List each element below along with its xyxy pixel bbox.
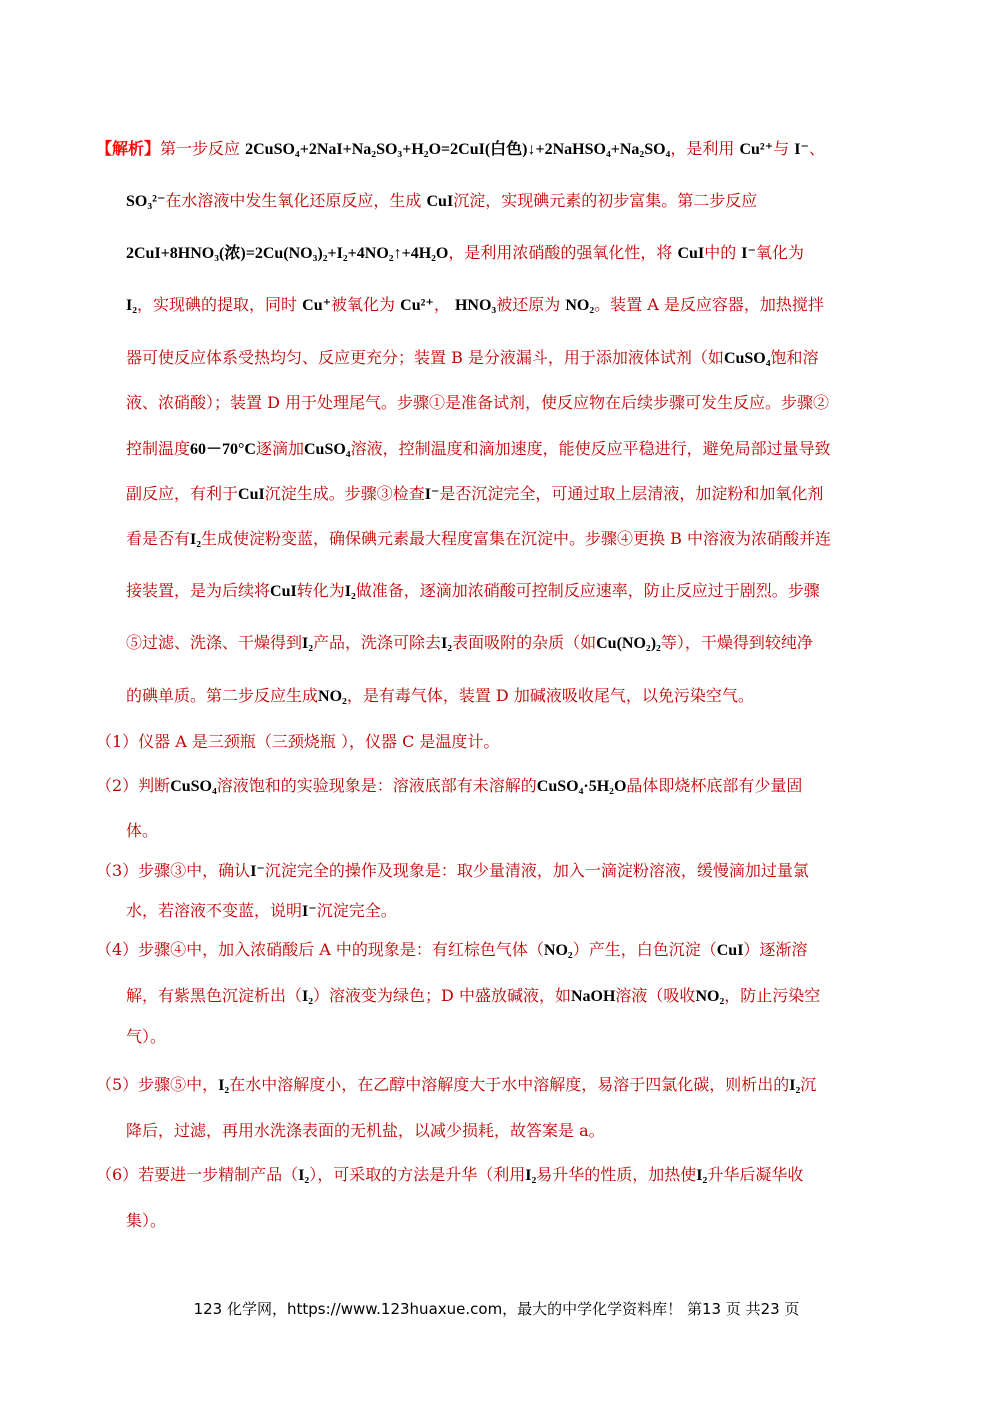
text: （5）步骤⑤中， — [96, 1075, 219, 1094]
answer-4 — [96, 937, 807, 960]
formula-cuso4-5h2o: CuSO₄·5H₂O — [536, 778, 627, 795]
answer-5 — [96, 1072, 816, 1095]
formula-i2: I₂ — [302, 635, 314, 652]
formula-cuso4: CuSO₄ — [304, 441, 351, 458]
answer-3-cont — [126, 898, 397, 921]
analysis-line-5 — [126, 345, 819, 368]
text: （1）仪器 A 是三颈瓶（三颈烧瓶 ），仪器 C 是温度计。 — [96, 732, 500, 751]
text: 中的 — [704, 243, 737, 262]
text: 沉淀完全。 — [316, 901, 397, 920]
temperature: 60－70°C — [190, 441, 256, 458]
text: 、 — [808, 139, 825, 158]
text: 在水中溶解度小，在乙醇中溶解度大于水中溶解度，易溶于四氯化碳，则析出的 — [229, 1075, 790, 1094]
text: （4）步骤④中，加入浓硝酸后 A 中的现象是：有红棕色气体（ — [96, 940, 544, 959]
formula-naoh: NaOH — [570, 988, 616, 1005]
text: 生成使淀粉变蓝，确保碘元素最大程度富集在沉淀中。步骤④更换 B 中溶液为浓硝酸并连 — [201, 529, 831, 548]
formula-iminus: I⁻ — [741, 245, 756, 262]
text: 液、浓硝酸）；装置 D 用于处理尾气。步骤①是准备试剂，使反应物在后续步骤可发生反应。步骤② — [126, 393, 830, 412]
equation-2: 2CuI+8HNO₃(浓)=2Cu(NO₃)₂+I₂+4NO₂↑+4H₂O — [126, 245, 449, 262]
text: ）产生，白色沉淀（ — [572, 940, 717, 959]
formula-i2: I₂ — [344, 583, 356, 600]
text: 副反应，有利于 — [126, 484, 239, 503]
formula-i2: I₂ — [696, 1167, 708, 1184]
formula-cuso4: CuSO₄ — [170, 778, 217, 795]
analysis-line-3 — [126, 240, 804, 263]
text: 溶液（吸收 — [615, 986, 696, 1005]
formula-i2: I₂ — [298, 1167, 310, 1184]
analysis-line-8 — [126, 481, 823, 504]
text: 。装置 A 是反应容器，加热搅拌 — [594, 295, 824, 314]
formula-i2: I₂ — [126, 297, 138, 314]
answer-6 — [96, 1162, 803, 1185]
answer-2-cont — [126, 818, 158, 841]
formula-cui: CuI — [677, 245, 705, 262]
formula-iminus: I⁻ — [302, 903, 317, 920]
formula-cu2: Cu²⁺ — [400, 297, 434, 314]
text: 逐滴加 — [255, 439, 304, 458]
text: 气）。 — [126, 1027, 167, 1046]
text: （2）判断 — [96, 776, 171, 795]
text: 产品，洗涤可除去 — [313, 633, 442, 652]
text: 的碘单质。第二步反应生成 — [126, 686, 319, 705]
text: 被氧化为 — [331, 295, 396, 314]
text: 沉淀，实现碘元素的初步富集。第二步反应 — [453, 191, 758, 210]
text: ，是利用 — [670, 139, 735, 158]
formula-i2: I₂ — [218, 1077, 230, 1094]
text: ）溶液变为绿色；D 中盛放碱液，如 — [313, 986, 571, 1005]
formula-cuno2: Cu(NO₂)₂ — [596, 635, 661, 652]
formula-i2: I₂ — [302, 988, 314, 1005]
text: 与 — [773, 139, 790, 158]
equation-1: 2CuSO₄+2NaI+Na₂SO₃+H₂O=2CuI(白色)↓+2NaHSO₄+Na₂SO₄ — [245, 141, 671, 158]
answer-2 — [96, 773, 802, 796]
formula-no2: NO₂ — [318, 688, 347, 705]
text: 易升华的性质，加热使 — [536, 1165, 697, 1184]
text: 表面吸附的杂质（如 — [452, 633, 597, 652]
formula-so3: SO₃²⁻ — [126, 193, 166, 210]
answer-5-cont — [126, 1118, 605, 1141]
text: ）逐渐溶 — [743, 940, 808, 959]
analysis-line-6 — [126, 390, 829, 413]
text: 被还原为 — [496, 295, 561, 314]
formula-no2: NO₂ — [565, 297, 595, 314]
answer-3 — [96, 858, 809, 881]
analysis-line-10 — [126, 578, 820, 601]
text: 沉淀生成。步骤③检查 — [264, 484, 425, 503]
page-footer: 123 化学网，https://www.123huaxue.com，最大的中学化学资料库！ 第13 页 共23 页 — [193, 1300, 800, 1318]
text: 转化为 — [296, 581, 345, 600]
formula-iminus: I⁻ — [794, 141, 809, 158]
formula-i2: I₂ — [789, 1077, 801, 1094]
formula-i2: I₂ — [441, 635, 453, 652]
analysis-line-9 — [126, 526, 831, 549]
text: 控制温度 — [126, 439, 191, 458]
formula-cu1: Cu⁺ — [302, 297, 332, 314]
text: 水，若溶液不变蓝，说明 — [126, 901, 303, 920]
formula-no2: NO₂ — [543, 942, 573, 959]
text: ， — [433, 295, 450, 314]
text: 溶液饱和的实验现象是：溶液底部有未溶解的 — [216, 776, 537, 795]
text: 接装置，是为后续将 — [126, 581, 271, 600]
analysis-line-11 — [126, 630, 813, 653]
text: 看是否有 — [126, 529, 191, 548]
text: 溶液，控制温度和滴加速度，能使反应平稳进行，避免局部过量导致 — [350, 439, 831, 458]
formula-cui: CuI — [716, 942, 744, 959]
text: （3）步骤③中，确认 — [96, 861, 251, 880]
text: 氧化为 — [755, 243, 804, 262]
formula-cu2: Cu²⁺ — [739, 141, 774, 158]
answer-4-cont — [126, 983, 820, 1006]
text: 升华后凝华收 — [707, 1165, 804, 1184]
text: 沉 — [800, 1075, 817, 1094]
text: 沉淀完全的操作及现象是：取少量清液，加入一滴淀粉溶液，缓慢滴加过量氯 — [264, 861, 809, 880]
text: 解，有紫黑色沉淀析出（ — [126, 986, 303, 1005]
analysis-line-12 — [126, 683, 754, 706]
text: 等），干燥得到较纯净 — [660, 633, 813, 652]
analysis-tag: 【解析】 — [96, 139, 161, 158]
formula-iminus: I⁻ — [250, 863, 265, 880]
text: 体。 — [126, 821, 159, 840]
formula-cui: CuI — [270, 583, 297, 600]
answer-1 — [96, 729, 499, 752]
text: （6）若要进一步精制产品（ — [96, 1165, 299, 1184]
text: ，是有毒气体，装置 D 加碱液吸收尾气，以免污染空气。 — [346, 686, 754, 705]
text: ），可采取的方法是升华（利用 — [309, 1165, 526, 1184]
text: 器可使反应体系受热均匀、反应更充分；装置 B 是分液漏斗，用于添加液体试剂（如 — [126, 348, 724, 367]
answer-4-cont-2 — [126, 1024, 166, 1047]
formula-i2: I₂ — [525, 1167, 537, 1184]
text: 是否沉淀完全，可通过取上层清液，加淀粉和加氧化剂 — [439, 484, 824, 503]
text: 集）。 — [126, 1211, 167, 1230]
formula-iminus: I⁻ — [424, 486, 440, 503]
text: 做准备，逐滴加浓硝酸可控制反应速率，防止反应过于剧烈。步骤 — [355, 581, 820, 600]
answer-6-cont — [126, 1208, 166, 1231]
analysis-line-4 — [126, 292, 824, 315]
analysis-line-1 — [96, 136, 825, 159]
text: 饱和溶 — [770, 348, 819, 367]
formula-i2: I₂ — [190, 531, 202, 548]
text: ，防止污染空 — [724, 986, 821, 1005]
text: ，实现碘的提取，同时 — [137, 295, 298, 314]
formula-cui: CuI — [238, 486, 265, 503]
formula-cui: CuI — [426, 193, 454, 210]
analysis-line-7 — [126, 436, 831, 459]
formula-cuso4: CuSO₄ — [723, 350, 771, 367]
text: ⑤过滤、洗涤、干燥得到 — [126, 633, 303, 652]
text: ，是利用浓硝酸的强氧化性，将 — [448, 243, 673, 262]
formula-hno3: HNO₃ — [454, 297, 497, 314]
text: 降后，过滤，再用水洗涤表面的无机盐，以减少损耗，故答案是 a。 — [126, 1121, 605, 1140]
text: 晶体即烧杯底部有少量固 — [626, 776, 803, 795]
analysis-line-2 — [126, 188, 757, 211]
text: 第一步反应 — [160, 139, 241, 158]
formula-no2: NO₂ — [695, 988, 725, 1005]
text: 在水溶液中发生氧化还原反应，生成 — [165, 191, 422, 210]
